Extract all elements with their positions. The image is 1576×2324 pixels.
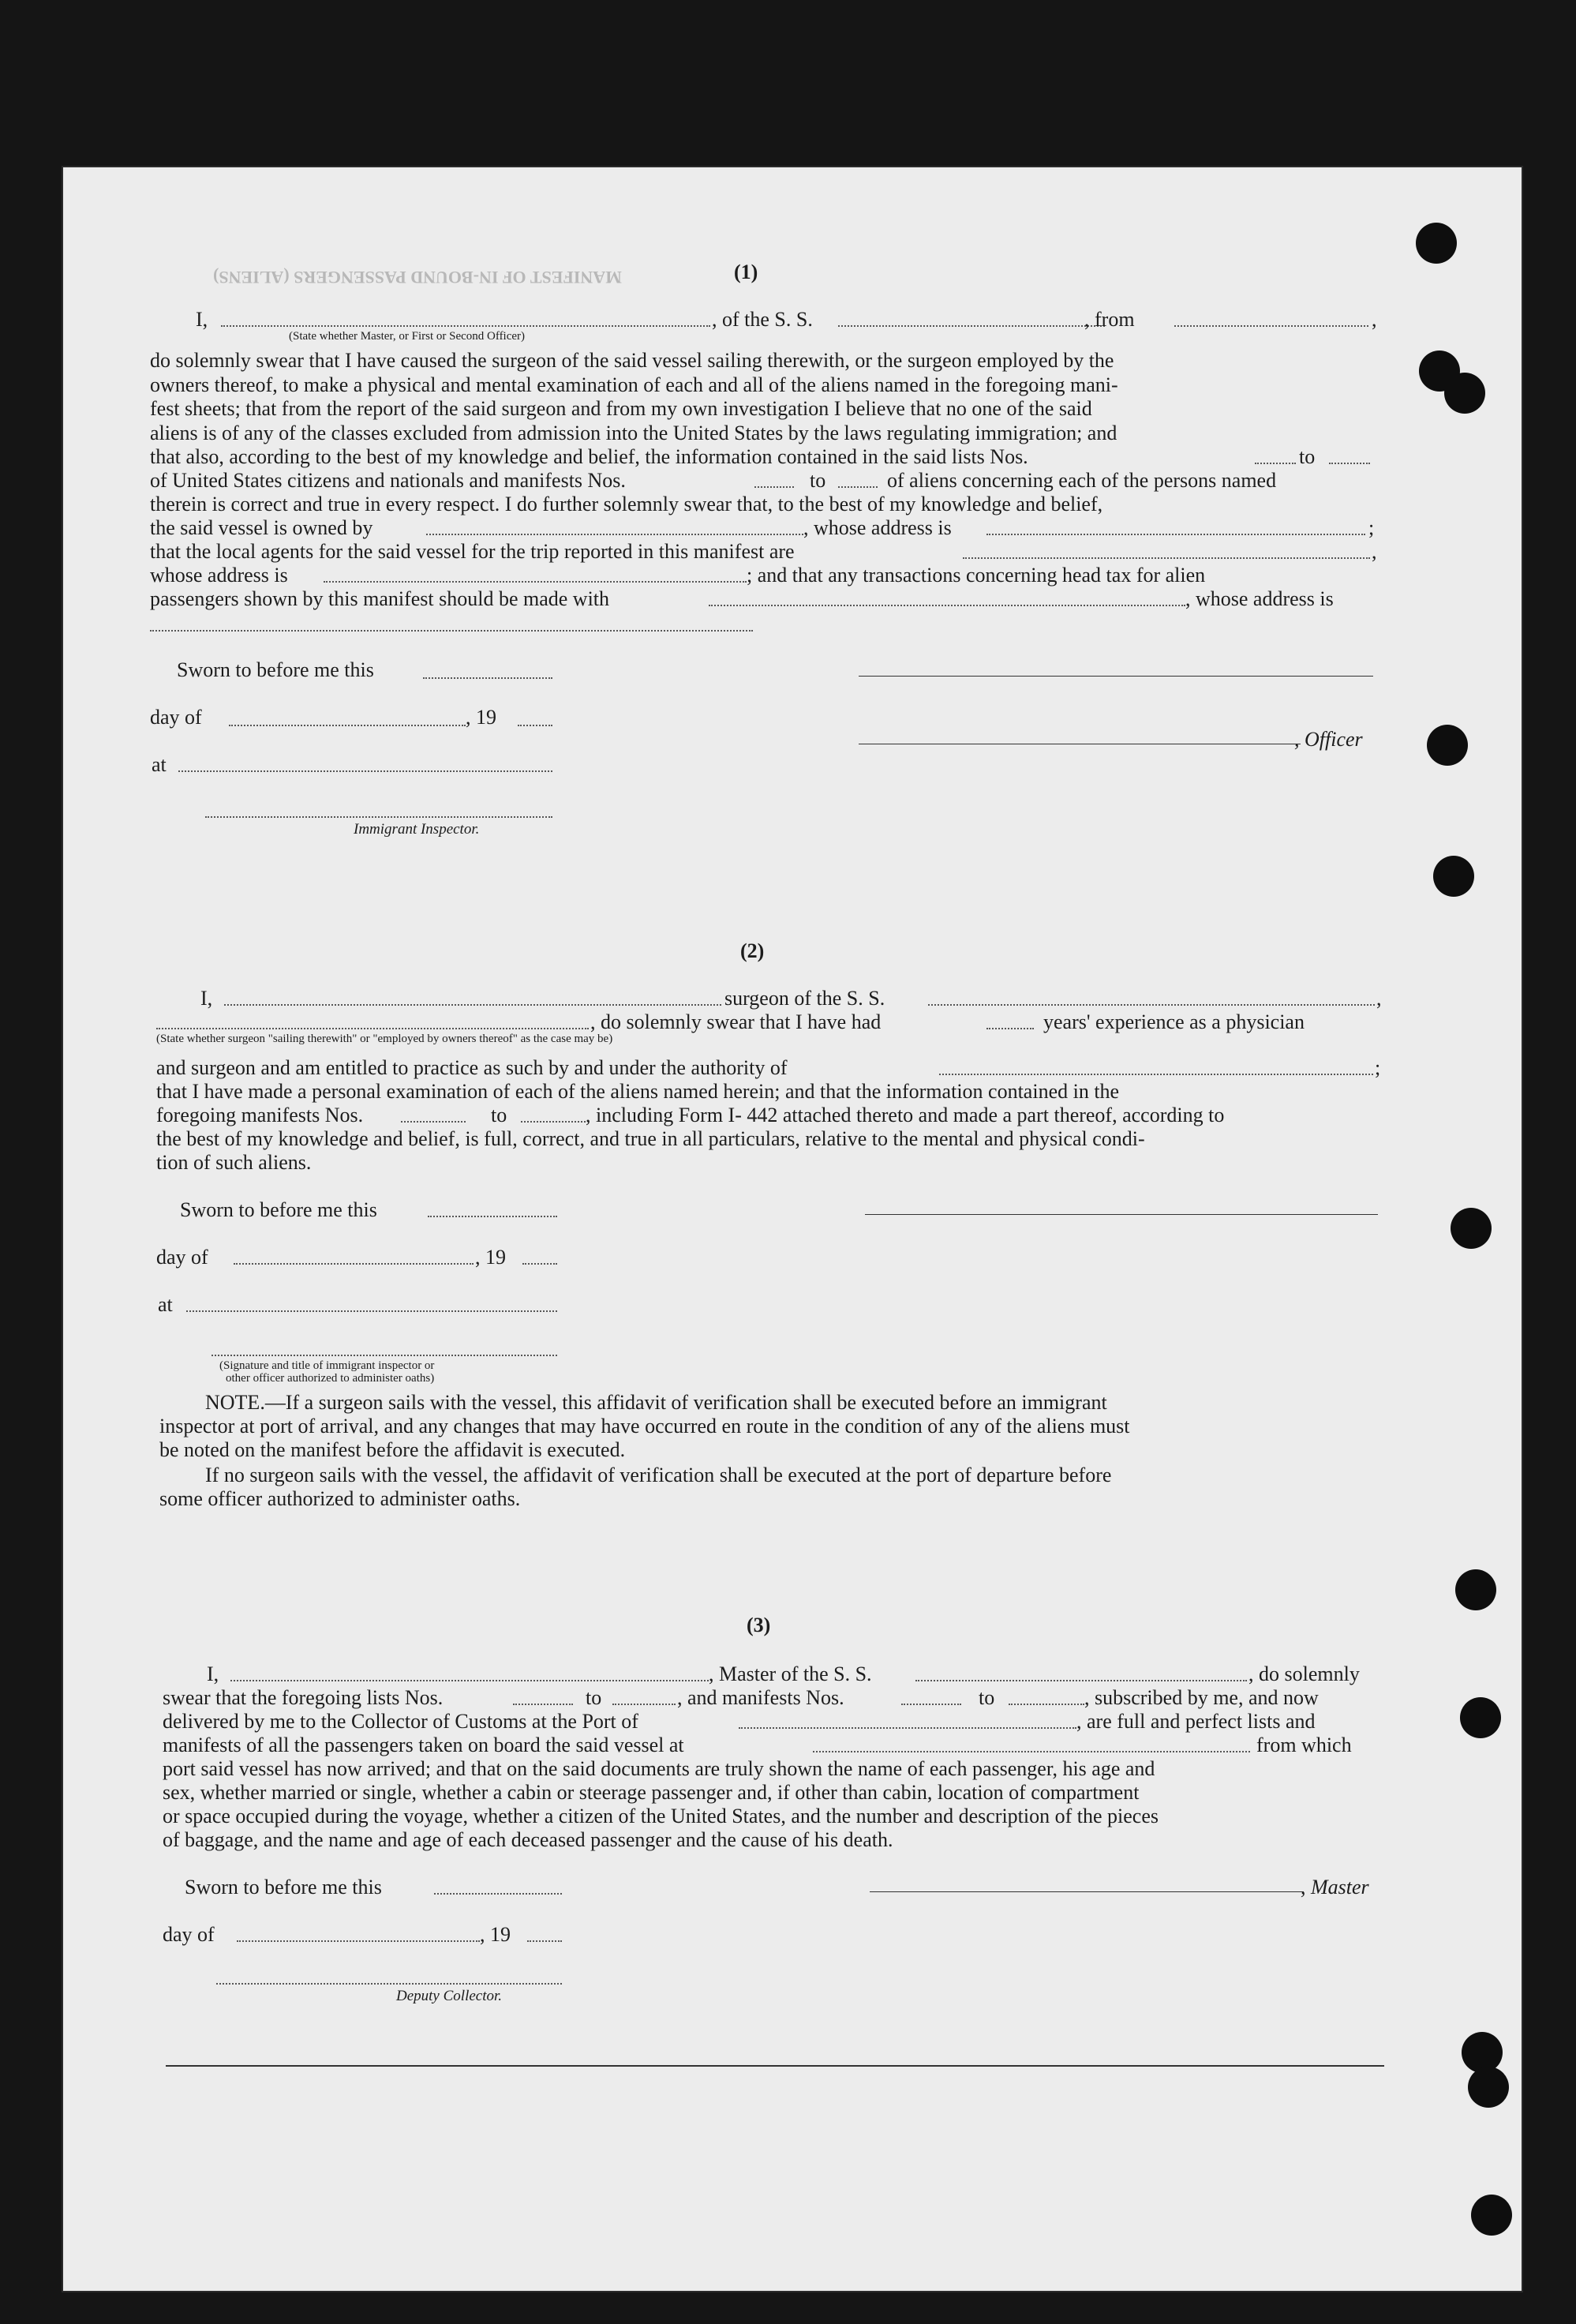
oath-line: fest sheets; that from the report of the said surgeon and from my own investigation I believe that no one of the said bbox=[150, 397, 1092, 420]
oath-line: the said vessel is owned by bbox=[150, 516, 373, 539]
manifests-from-field[interactable] bbox=[901, 1704, 961, 1705]
oath-line: of baggage, and the name and age of each deceased passenger and the cause of his death. bbox=[163, 1828, 893, 1851]
sworn-label: Sworn to before me this bbox=[185, 1876, 382, 1899]
punch-hole bbox=[1455, 1569, 1496, 1610]
manifests-to-field[interactable] bbox=[1009, 1704, 1084, 1705]
semicolon: ; bbox=[1375, 1056, 1381, 1079]
oath-line: foregoing manifests Nos. bbox=[156, 1104, 364, 1126]
vessel-name-field[interactable] bbox=[838, 325, 1105, 327]
do-swear-label: , do solemnly swear that I have had bbox=[590, 1010, 882, 1033]
section-number: (1) bbox=[734, 261, 758, 283]
at-label: at bbox=[152, 753, 167, 776]
oath-line: that also, according to the best of my knowledge and belief, the information contained in the said lists Nos. bbox=[150, 445, 1028, 468]
of-aliens-label: of aliens concerning each of the persons named bbox=[887, 469, 1277, 492]
oath-line: do solemnly swear that I have caused the surgeon of the said vessel sailing therewith, or the surgeon employed by the bbox=[150, 349, 1114, 372]
oath-i: I, bbox=[200, 987, 213, 1010]
agents-address-field[interactable] bbox=[324, 581, 747, 583]
day-of-label: day of bbox=[156, 1246, 208, 1269]
ghost-header: MANIFEST OF IN-BOUND PASSENGERS (ALIENS) bbox=[213, 268, 622, 287]
master-name-field[interactable] bbox=[230, 1680, 709, 1681]
from-label: , from bbox=[1084, 308, 1135, 331]
day-of-field[interactable] bbox=[234, 1263, 474, 1265]
lists-from-field[interactable] bbox=[513, 1704, 573, 1705]
at-field[interactable] bbox=[178, 770, 552, 772]
owner-address-field[interactable] bbox=[986, 534, 1365, 535]
port-field[interactable] bbox=[739, 1727, 1076, 1729]
year-field[interactable] bbox=[522, 1263, 557, 1265]
master-label: , Master bbox=[1301, 1876, 1369, 1899]
at-label: at bbox=[158, 1293, 173, 1316]
surgeon-of-label: surgeon of the S. S. bbox=[724, 987, 885, 1010]
officer-label: , Officer bbox=[1294, 728, 1363, 751]
to-label: to bbox=[586, 1686, 602, 1709]
years-experience-label: years' experience as a physician bbox=[1043, 1010, 1305, 1033]
authority-field[interactable] bbox=[939, 1074, 1373, 1075]
of-ss-label: , of the S. S. bbox=[712, 308, 813, 331]
to-label: to bbox=[979, 1686, 995, 1709]
punch-hole bbox=[1433, 856, 1474, 897]
local-agents-field[interactable] bbox=[963, 557, 1370, 559]
note-line: be noted on the manifest before the affidavit is executed. bbox=[159, 1438, 626, 1461]
year-label: , 19 bbox=[475, 1246, 506, 1269]
punch-hole bbox=[1416, 223, 1457, 264]
master-of-label: , Master of the S. S. bbox=[709, 1662, 872, 1685]
sworn-label: Sworn to before me this bbox=[180, 1198, 377, 1221]
sworn-label: Sworn to before me this bbox=[177, 658, 374, 681]
semicolon: ; bbox=[1368, 516, 1375, 539]
whose-address-label: , whose address is bbox=[803, 516, 952, 539]
from-which-label: from which bbox=[1256, 1734, 1352, 1756]
collector-signature-line[interactable] bbox=[216, 1983, 562, 1985]
do-solemnly-label: , do solemnly bbox=[1248, 1662, 1360, 1685]
deputy-collector-label: Deputy Collector. bbox=[396, 1988, 503, 2004]
note-line: some officer authorized to administer oaths. bbox=[159, 1487, 521, 1510]
section1-oath bbox=[150, 349, 1373, 445]
oath-i: I, bbox=[207, 1662, 219, 1685]
surgeon-signature-line[interactable] bbox=[865, 1214, 1378, 1215]
transactions-label: ; and that any transactions concerning head tax for alien bbox=[747, 564, 1206, 587]
note-line: If no surgeon sails with the vessel, the affidavit of verification shall be executed at the port of departure before bbox=[205, 1464, 1112, 1486]
oath-i: I, bbox=[196, 308, 208, 331]
subscribed-label: , subscribed by me, and now bbox=[1084, 1686, 1319, 1709]
signature-line[interactable] bbox=[859, 676, 1373, 677]
oath-line: sex, whether married or single, whether a cabin or steerage passenger and, if other than cabin, location of compartment bbox=[163, 1781, 1140, 1804]
signature-hint: (Signature and title of immigrant inspector or bbox=[219, 1359, 435, 1372]
punch-hole bbox=[1451, 1208, 1492, 1249]
lists-to-field[interactable] bbox=[612, 1704, 676, 1705]
note-line: inspector at port of arrival, and any changes that may have occurred en route in the condition of any of the aliens must bbox=[159, 1415, 1130, 1438]
to-label: to bbox=[1299, 445, 1316, 468]
surgeon-vessel-field[interactable] bbox=[928, 1004, 1375, 1006]
comma: , bbox=[1372, 308, 1377, 331]
inspector-label: Immigrant Inspector. bbox=[354, 821, 480, 838]
at-field[interactable] bbox=[186, 1310, 557, 1312]
officer-rank-hint: (State whether Master, or First or Second Officer) bbox=[289, 330, 526, 343]
oath-line: passengers shown by this manifest should be made with bbox=[150, 587, 610, 610]
surgeon-name-field[interactable] bbox=[224, 1004, 721, 1006]
oath-line: port said vessel has now arrived; and that on the said documents are truly shown the name of each passenger, his age and bbox=[163, 1757, 1155, 1780]
officer-name-field[interactable] bbox=[221, 325, 710, 327]
oath-line: owners thereof, to make a physical and mental examination of each and all of the aliens named in the foregoing mani- bbox=[150, 373, 1118, 396]
day-of-field[interactable] bbox=[229, 725, 466, 726]
punch-hole bbox=[1460, 1697, 1501, 1738]
comma: , bbox=[1376, 987, 1382, 1010]
oath-line: the best of my knowledge and belief, is full, correct, and true in all particulars, relative to the mental and physical condi- bbox=[156, 1127, 1145, 1150]
head-tax-address-field[interactable] bbox=[150, 630, 753, 632]
oath-line: aliens is of any of the classes excluded from admission into the United States by the laws regulating immigration; and bbox=[150, 421, 1117, 444]
manifests-to-field[interactable] bbox=[521, 1121, 586, 1123]
lists-from-field[interactable] bbox=[1255, 463, 1296, 464]
master-signature-line[interactable] bbox=[870, 1891, 1304, 1892]
oath-line: tion of such aliens. bbox=[156, 1151, 312, 1174]
inspector-signature-line[interactable] bbox=[205, 816, 552, 818]
oath-line: and surgeon and am entitled to practice as such by and under the authority of bbox=[156, 1056, 788, 1079]
note-line: NOTE.—If a surgeon sails with the vessel, this affidavit of verification shall be executed before an immigrant bbox=[205, 1391, 1107, 1414]
inspector-signature-line[interactable] bbox=[212, 1355, 557, 1356]
delivered-line: delivered by me to the Collector of Customs at the Port of bbox=[163, 1710, 638, 1733]
full-lists-label: , are full and perfect lists and bbox=[1076, 1710, 1316, 1733]
punch-hole bbox=[1427, 725, 1468, 766]
oath-line: that I have made a personal examination of each of the aliens named herein; and that the information contained in the bbox=[156, 1080, 1120, 1103]
including-label: , including Form I- 442 attached thereto and made a part thereof, according to bbox=[586, 1104, 1225, 1126]
oath-line: whose address is bbox=[150, 564, 288, 587]
manifests-from-field[interactable] bbox=[401, 1121, 466, 1123]
year-field[interactable] bbox=[527, 1940, 562, 1942]
sworn-day-field[interactable] bbox=[423, 677, 552, 679]
day-of-field[interactable] bbox=[237, 1940, 480, 1942]
owner-field[interactable] bbox=[426, 534, 803, 535]
day-of-label: day of bbox=[163, 1923, 215, 1946]
swear-line: swear that the foregoing lists Nos. bbox=[163, 1686, 444, 1709]
manifests-of-line: manifests of all the passengers taken on board the said vessel at bbox=[163, 1734, 684, 1756]
oath-line: or space occupied during the voyage, whether a citizen of the United States, and the number and description of the pieces bbox=[163, 1805, 1159, 1827]
punch-hole bbox=[1471, 2195, 1512, 2236]
punch-hole bbox=[1444, 373, 1485, 414]
head-tax-party-field[interactable] bbox=[709, 605, 1185, 606]
signature-hint: other officer authorized to administer oaths) bbox=[226, 1372, 435, 1385]
surgeon-type-hint: (State whether surgeon "sailing therewith" or "employed by owners thereof" as the case may be) bbox=[156, 1033, 613, 1045]
to-label: to bbox=[810, 469, 826, 492]
boarding-port-field[interactable] bbox=[813, 1751, 1250, 1752]
oath-line: therein is correct and true in every respect. I do further solemnly swear that, to the best of my knowledge and belief, bbox=[150, 493, 1103, 515]
from-port-field[interactable] bbox=[1174, 325, 1368, 327]
year-label: , 19 bbox=[480, 1923, 511, 1946]
year-field[interactable] bbox=[518, 725, 552, 726]
day-of-label: day of bbox=[150, 706, 202, 729]
sworn-day-field[interactable] bbox=[428, 1216, 557, 1217]
years-experience-field[interactable] bbox=[986, 1028, 1034, 1029]
bottom-rule bbox=[166, 2065, 1384, 2067]
comma: , bbox=[1372, 540, 1377, 563]
section-number: (3) bbox=[747, 1614, 771, 1636]
oath-line: that the local agents for the said vessel for the trip reported in this manifest are bbox=[150, 540, 795, 563]
and-manifests-label: , and manifests Nos. bbox=[677, 1686, 844, 1709]
master-vessel-field[interactable] bbox=[915, 1680, 1247, 1681]
sworn-day-field[interactable] bbox=[434, 1893, 562, 1895]
manifests-to-field[interactable] bbox=[838, 486, 878, 488]
manifests-from-field[interactable] bbox=[754, 486, 794, 488]
surgeon-type-field[interactable] bbox=[156, 1028, 589, 1029]
whose-address-label: , whose address is bbox=[1185, 587, 1334, 610]
year-label: , 19 bbox=[466, 706, 496, 729]
to-label: to bbox=[491, 1104, 507, 1126]
oath-line: of United States citizens and nationals and manifests Nos. bbox=[150, 469, 626, 492]
section-number: (2) bbox=[740, 939, 765, 962]
punch-hole bbox=[1468, 2067, 1509, 2108]
lists-to-field[interactable] bbox=[1329, 463, 1370, 464]
